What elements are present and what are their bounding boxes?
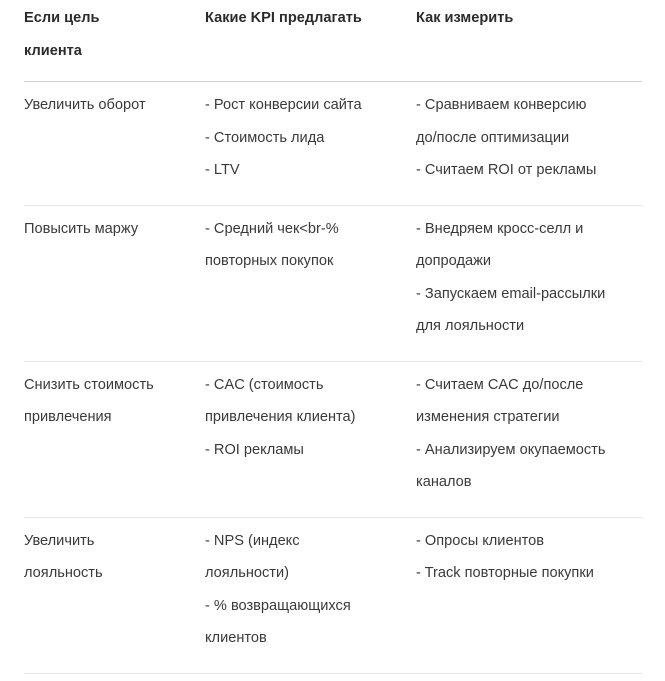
cell-line: - Внедряем кросс-селл и (416, 220, 584, 237)
table-row (24, 362, 642, 518)
cell-line: изменения стратегии (416, 409, 560, 425)
cell-line: Снизить стоимость (24, 376, 154, 393)
header-kpi-line: Какие KPI предлагать (205, 10, 362, 26)
cell-line: Увеличить оборот (24, 97, 146, 113)
cell-kpi (205, 369, 416, 499)
cell-line: - Стоимость лида (205, 129, 325, 146)
cell-line: привлечения (24, 409, 112, 425)
header-goal-line: клиента (24, 42, 82, 59)
header-goal-line: Если цель (24, 10, 100, 26)
cell-line: - NPS (индекс (205, 532, 300, 549)
cell-line: Повысить маржу (24, 220, 139, 237)
cell-line: - ROI рекламы (205, 441, 304, 458)
cell-kpi (205, 89, 416, 187)
cell-measure (416, 89, 642, 187)
cell-measure (416, 525, 642, 655)
cell-line: - Средний чек<br-% (205, 220, 339, 237)
cell-goal (24, 525, 205, 655)
cell-measure (416, 369, 642, 499)
cell-line: - Анализируем окупаемость (416, 441, 606, 458)
cell-line: повторных покупок (205, 253, 334, 269)
cell-line: - Считаем ROI от рекламы (416, 162, 597, 178)
table-row (24, 518, 642, 674)
cell-line: клиентов (205, 630, 267, 646)
cell-goal (24, 213, 205, 343)
cell-line: допродажи (416, 253, 491, 269)
cell-measure (416, 213, 642, 343)
cell-line: - Track повторные покупки (416, 565, 594, 581)
cell-line: каналов (416, 474, 472, 490)
header-measure-line: Как измерить (416, 10, 514, 26)
cell-line: лояльность (24, 565, 103, 581)
cell-line: лояльности) (205, 565, 289, 581)
cell-line: до/после оптимизации (416, 129, 570, 146)
cell-goal (24, 369, 205, 499)
cell-line: - Опросы клиентов (416, 532, 545, 549)
header-cell-kpi (205, 2, 416, 67)
table-row (24, 206, 642, 362)
table-row (24, 82, 642, 206)
header-cell-goal (24, 2, 205, 67)
cell-goal (24, 89, 205, 187)
cell-kpi (205, 525, 416, 655)
cell-line: - CAC (стоимость (205, 376, 324, 393)
header-cell-measure (416, 2, 642, 67)
cell-line: - Рост конверсии сайта (205, 97, 362, 113)
cell-line: - Запускаем email-рассылки (416, 285, 606, 302)
cell-kpi (205, 213, 416, 343)
kpi-table (24, 0, 642, 674)
cell-line: - Сравниваем конверсию (416, 97, 587, 113)
cell-line: - LTV (205, 162, 240, 178)
cell-line: - Считаем CAC до/после (416, 376, 584, 393)
cell-line: привлечения клиента) (205, 409, 356, 425)
cell-line: для лояльности (416, 318, 525, 334)
cell-line: - % возвращающихся (205, 597, 351, 614)
table-header-row (24, 0, 642, 82)
cell-line: Увеличить (24, 532, 95, 549)
